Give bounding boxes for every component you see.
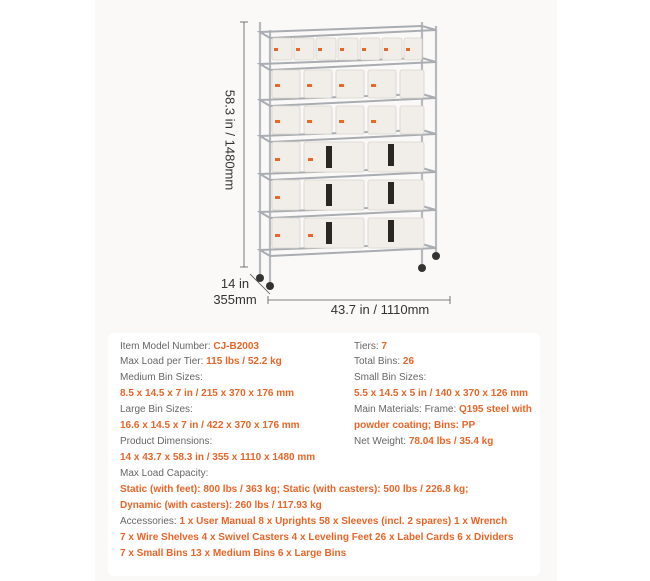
large-bin-value: 16.6 x 14.5 x 7 in / 422 x 370 x 176 mm bbox=[120, 420, 300, 431]
capacity-line-1: Static (with feet): 800 lbs / 363 kg; Static (with casters): 500 lbs / 226.8 kg; bbox=[120, 484, 469, 495]
width-dimension-label: 43.7 in / 1110mm bbox=[330, 302, 430, 317]
accessories-line-2: 7 x Wire Shelves 4 x Swivel Casters 4 x Leveling Feet 26 x Label Cards 6 x Dividers bbox=[120, 532, 514, 543]
weight-label: Net Weight: bbox=[354, 436, 407, 447]
specifications-card bbox=[108, 333, 540, 576]
total-bins-row bbox=[354, 355, 414, 368]
materials-value-1: Q195 steel with bbox=[459, 404, 532, 415]
model-row bbox=[120, 340, 259, 353]
model-value: CJ-B2003 bbox=[213, 341, 259, 352]
small-bins-row bbox=[272, 38, 422, 60]
accessories-row bbox=[120, 515, 507, 528]
medium-bin-label: Medium Bin Sizes: bbox=[120, 372, 203, 383]
small-bin-value: 5.5 x 14.5 x 5 in / 140 x 370 x 126 mm bbox=[354, 388, 529, 399]
dimensions-value: 14 x 43.7 x 58.3 in / 355 x 1110 x 1480 mm bbox=[120, 452, 316, 463]
capacity-line-2: Dynamic (with casters): 260 lbs / 117.93 kg bbox=[120, 500, 322, 511]
small-bin-label: Small Bin Sizes: bbox=[354, 372, 427, 383]
dimensions-label: Product Dimensions: bbox=[120, 436, 213, 447]
weight-row bbox=[354, 435, 493, 448]
depth-dimension-mm: 355mm bbox=[213, 292, 257, 307]
materials-value-2: powder coating; Bins: PP bbox=[354, 420, 476, 431]
weight-value: 78.04 lbs / 35.4 kg bbox=[408, 436, 494, 447]
accessories-label: Accessories: bbox=[120, 516, 177, 527]
maxload-row bbox=[120, 355, 282, 368]
total-bins-value: 26 bbox=[402, 356, 415, 367]
accessories-line-1: 1 x User Manual 8 x Uprights 58 x Sleeves (incl. 2 spares) 1 x Wrench bbox=[179, 516, 508, 527]
casters bbox=[256, 252, 440, 290]
tiers-label: Tiers: bbox=[354, 341, 379, 352]
materials-row bbox=[354, 403, 532, 416]
height-dimension-label bbox=[220, 80, 240, 200]
large-bins-rows bbox=[304, 142, 424, 248]
height-dimension-text: 58.3 in / 1480mm bbox=[222, 89, 238, 191]
materials-label: Main Materials: Frame: bbox=[354, 404, 457, 415]
maxload-value: 115 lbs / 52.2 kg bbox=[206, 356, 282, 367]
depth-dimension-label bbox=[205, 276, 265, 308]
tiers-row bbox=[354, 340, 387, 353]
tiers-value: 7 bbox=[381, 341, 387, 352]
total-bins-label: Total Bins: bbox=[354, 356, 401, 367]
maxload-label: Max Load per Tier: bbox=[120, 356, 204, 367]
model-label: Item Model Number: bbox=[120, 341, 211, 352]
large-bin-label: Large Bin Sizes: bbox=[120, 404, 193, 415]
accessories-line-3: 7 x Small Bins 13 x Medium Bins 6 x Large Bins bbox=[120, 548, 347, 559]
medium-bin-value: 8.5 x 14.5 x 7 in / 215 x 370 x 176 mm bbox=[120, 388, 295, 399]
depth-dimension-in: 14 in bbox=[220, 276, 250, 291]
capacity-label: Max Load Capacity: bbox=[120, 468, 209, 479]
